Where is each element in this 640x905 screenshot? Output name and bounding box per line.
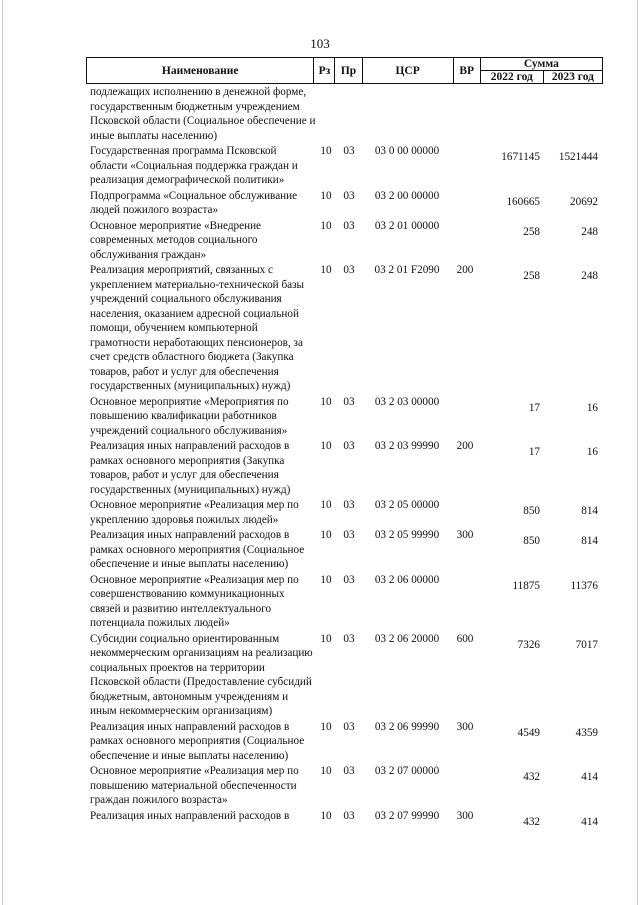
cell-2022: 1671145 bbox=[501, 151, 540, 163]
cell-pr: 03 bbox=[343, 720, 355, 733]
cell-pr: 03 bbox=[343, 189, 355, 202]
cell-2022: 258 bbox=[523, 270, 540, 282]
header-vr: ВР bbox=[453, 58, 480, 84]
header-pr: Пр bbox=[335, 58, 362, 84]
cell-rz: 10 bbox=[320, 219, 332, 232]
cell-rz: 10 bbox=[320, 264, 332, 276]
cell-2023: 11376 bbox=[570, 579, 598, 592]
cell-2022: 258 bbox=[523, 225, 540, 238]
cell-csr: 03 2 06 99990 bbox=[374, 720, 440, 733]
cell-rz: 10 bbox=[320, 573, 332, 586]
cell-name: Субсидии социально ориентированным некоммерческим организациям на реализацию социальных проектов на территории Псковской области (Предоставление субсидий бюджетным, автономным учреждениям и иным некоммерческим организациям) bbox=[90, 632, 313, 717]
cell-2023: 16 bbox=[586, 401, 598, 414]
cell-pr: 03 bbox=[343, 573, 355, 586]
cell-name: Основное мероприятие «Внедрение современных методов социального обслуживания граждан» bbox=[90, 219, 262, 261]
cell-vr: 300 bbox=[456, 809, 474, 822]
table-row bbox=[86, 144, 606, 189]
cell-csr: 03 2 03 00000 bbox=[374, 395, 440, 408]
cell-pr: 03 bbox=[343, 440, 355, 452]
table-row bbox=[86, 189, 606, 219]
cell-vr: 200 bbox=[456, 264, 474, 276]
header-sum: Сумма bbox=[480, 58, 602, 71]
table-row bbox=[86, 395, 606, 440]
cell-2022: 160665 bbox=[506, 195, 540, 208]
table-row bbox=[86, 439, 606, 498]
cell-name: Реализация мероприятий, связанных с укреплением материально-технической базы учреждений социального обслуживания населения, оказанием адресной социальной помощи, обучением компьютерной грамотности неработающих пенсионеров, за счет средств областного бюджета (Закупка товаров, работ и услуг для обеспечения государственных (муниципальных) нужд) bbox=[90, 264, 305, 392]
cell-2023: 414 bbox=[581, 815, 598, 828]
table-row bbox=[86, 219, 606, 264]
cell-2022: 17 bbox=[528, 401, 540, 414]
cell-rz: 10 bbox=[320, 189, 332, 202]
cell-2023: 814 bbox=[581, 505, 598, 517]
cell-name: Основное мероприятие «Реализация мер по повышению материальной обеспеченности граждан пожилого возраста» bbox=[90, 765, 299, 806]
table-row bbox=[86, 85, 606, 144]
cell-csr: 03 2 03 99990 bbox=[374, 440, 440, 452]
cell-pr: 03 bbox=[343, 264, 355, 276]
cell-2023: 814 bbox=[581, 535, 598, 547]
cell-2022: 850 bbox=[523, 505, 540, 517]
cell-pr: 03 bbox=[343, 632, 355, 645]
cell-2023: 20692 bbox=[570, 195, 598, 208]
cell-rz: 10 bbox=[320, 529, 332, 541]
cell-name: Реализация иных направлений расходов в рамках основного мероприятия (Закупка товаров, работ и услуг для обеспечения государственных (муниципальных) нужд) bbox=[90, 440, 291, 496]
cell-csr: 03 2 01 F2090 bbox=[374, 264, 440, 276]
cell-pr: 03 bbox=[343, 765, 355, 777]
cell-csr: 03 2 05 00000 bbox=[374, 499, 440, 511]
cell-csr: 03 2 06 00000 bbox=[374, 573, 440, 586]
cell-2023: 7017 bbox=[575, 638, 598, 651]
cell-rz: 10 bbox=[320, 720, 332, 733]
cell-2023: 414 bbox=[581, 771, 598, 783]
cell-name: Реализация иных направлений расходов в рамках основного мероприятия (Социальное обеспечение и иные выплаты населению) bbox=[90, 720, 305, 762]
cell-csr: 03 2 07 00000 bbox=[374, 765, 440, 777]
table-row bbox=[86, 764, 606, 809]
cell-2023: 248 bbox=[581, 225, 598, 238]
cell-name: подлежащих исполнению в денежной форме, государственным бюджетным учреждением Псковской области (Социальное обеспечение и иные выплаты населению) bbox=[90, 86, 316, 142]
cell-csr: 03 0 00 00000 bbox=[374, 145, 440, 157]
header-year-2022: 2022 год bbox=[480, 71, 543, 84]
cell-vr: 600 bbox=[456, 632, 474, 645]
cell-2023 bbox=[540, 85, 598, 91]
cell-2022: 432 bbox=[523, 815, 540, 828]
cell-2022: 11875 bbox=[512, 579, 540, 592]
cell-name: Основное мероприятие «Реализация мер по укреплению здоровья пожилых людей» bbox=[90, 499, 299, 526]
cell-name: Государственная программа Псковской области «Социальная поддержка граждан и реализация демографической политики» bbox=[90, 145, 298, 186]
cell-2022: 4549 bbox=[517, 726, 540, 739]
header-rz: Рз bbox=[314, 58, 335, 84]
cell-rz: 10 bbox=[320, 440, 332, 452]
cell-vr: 200 bbox=[456, 440, 474, 452]
cell-2023: 1521444 bbox=[558, 151, 598, 163]
cell-pr: 03 bbox=[343, 809, 355, 822]
table-row bbox=[86, 809, 606, 831]
table-header bbox=[86, 57, 603, 84]
table-row bbox=[86, 263, 606, 395]
cell-name: Основное мероприятие «Мероприятия по повышению квалификации работников учреждений социального обслуживания» bbox=[90, 395, 289, 437]
scan-edge-right bbox=[637, 0, 638, 905]
table-row bbox=[86, 573, 606, 632]
table-row bbox=[86, 528, 606, 573]
header-name: Наименование bbox=[87, 58, 314, 84]
cell-rz: 10 bbox=[320, 395, 332, 408]
cell-2023: 16 bbox=[586, 446, 598, 458]
page-number: 103 bbox=[310, 36, 330, 51]
cell-csr: 03 2 01 00000 bbox=[374, 219, 440, 232]
cell-rz: 10 bbox=[320, 809, 332, 822]
header-year-2023: 2023 год bbox=[543, 71, 602, 84]
table-row bbox=[86, 632, 606, 720]
cell-2022 bbox=[478, 85, 540, 91]
cell-pr: 03 bbox=[343, 219, 355, 232]
cell-rz: 10 bbox=[320, 145, 332, 157]
cell-csr: 03 2 07 99990 bbox=[374, 809, 440, 822]
cell-csr: 03 2 06 20000 bbox=[374, 632, 440, 645]
cell-vr: 300 bbox=[456, 720, 474, 733]
cell-2022: 850 bbox=[523, 535, 540, 547]
cell-2022: 17 bbox=[528, 446, 540, 458]
cell-rz: 10 bbox=[320, 499, 332, 511]
cell-name: Основное мероприятие «Реализация мер по совершенствованию коммуникационных связей и развитию интеллектуального потенциала пожилых людей» bbox=[90, 573, 299, 629]
cell-pr: 03 bbox=[343, 499, 355, 511]
scan-edge-left bbox=[2, 0, 3, 905]
cell-rz: 10 bbox=[320, 632, 332, 645]
cell-name: Реализация иных направлений расходов в bbox=[90, 809, 290, 822]
table-body bbox=[86, 85, 606, 830]
table-row bbox=[86, 720, 606, 765]
cell-vr: 300 bbox=[456, 529, 474, 541]
cell-2023: 248 bbox=[581, 270, 598, 282]
cell-name: Подпрограмма «Социальное обслуживание людей пожилого возраста» bbox=[90, 189, 298, 216]
header-csr: ЦСР bbox=[362, 58, 453, 84]
cell-pr: 03 bbox=[343, 529, 355, 541]
table-row bbox=[86, 498, 606, 528]
cell-pr: 03 bbox=[343, 145, 355, 157]
cell-name: Реализация иных направлений расходов в рамках основного мероприятия (Социальное обеспечение и иные выплаты населению) bbox=[90, 529, 305, 570]
cell-2023: 4359 bbox=[575, 726, 598, 739]
cell-csr: 03 2 05 99990 bbox=[374, 529, 440, 541]
cell-2022: 432 bbox=[523, 771, 540, 783]
cell-2022: 7326 bbox=[517, 638, 540, 651]
cell-rz: 10 bbox=[320, 765, 332, 777]
cell-csr: 03 2 00 00000 bbox=[374, 189, 440, 202]
cell-pr: 03 bbox=[343, 395, 355, 408]
